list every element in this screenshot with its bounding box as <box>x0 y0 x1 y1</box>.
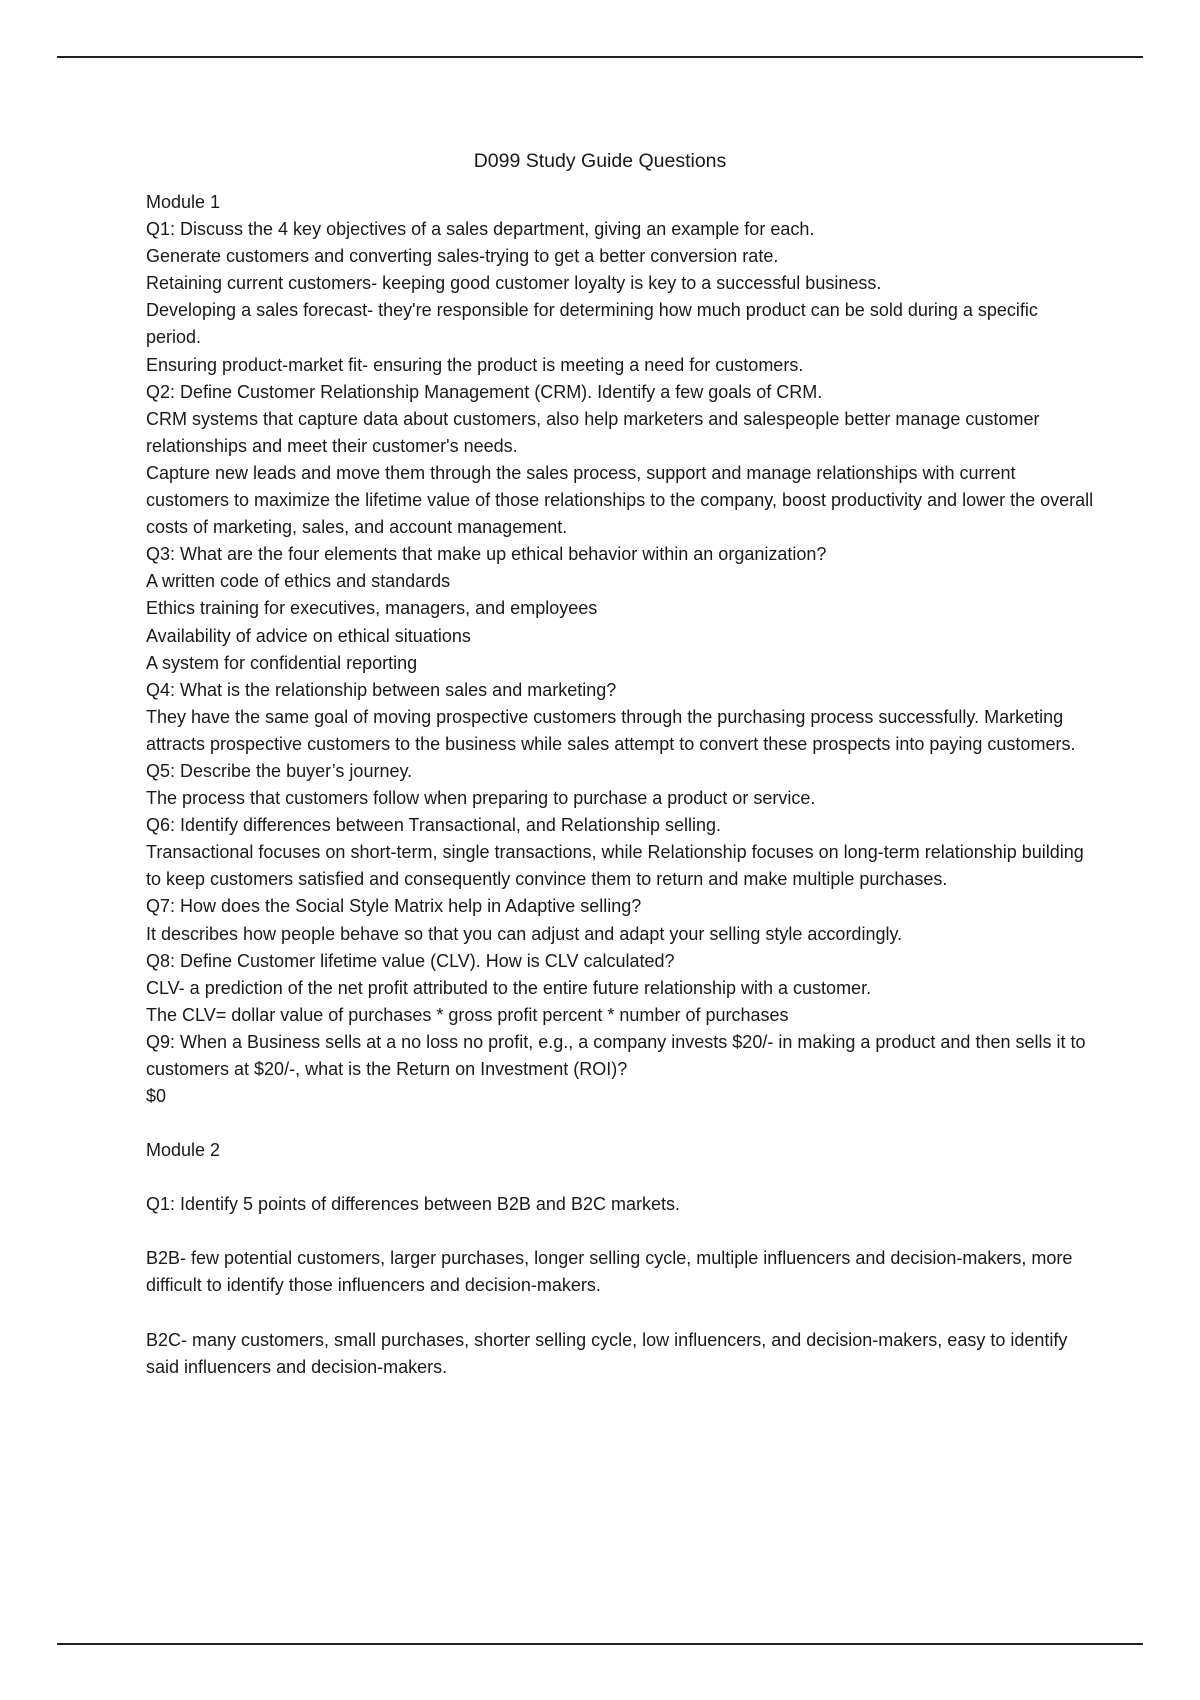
m1-q6-answer: Transactional focuses on short-term, single transactions, while Relationship focuses on long-term relationship building to keep customers satisfied and consequently convince them to return and make multiple purchases. <box>146 842 1084 890</box>
m1-q5-answer: The process that customers follow when preparing to purchase a product or service. <box>146 788 816 809</box>
m1-q2-answer-1: CRM systems that capture data about customers, also help marketers and salespeople better manage customer relationships and meet their customer's needs. <box>146 408 1040 456</box>
m1-q8-answer-2: The CLV= dollar value of purchases * gross profit percent * number of purchases <box>146 1004 789 1025</box>
m1-q8: Q8: Define Customer lifetime value (CLV). How is CLV calculated? <box>146 950 675 971</box>
m1-q3-answer-2: Ethics training for executives, managers, and employees <box>146 598 598 619</box>
m1-q4-answer: They have the same goal of moving prospective customers through the purchasing process successfully. Marketing attracts prospective customers to the business while sales attempt to convert these prospects into paying customers. <box>146 706 1076 754</box>
m1-q9: Q9: When a Business sells at a no loss no profit, e.g., a company invests $20/- in making a product and then sells it to customers at $20/-, what is the Return on Investment (ROI)? <box>146 1031 1086 1079</box>
m1-q1-answer-2: Retaining current customers- keeping good customer loyalty is key to a successful business. <box>146 273 882 294</box>
spacer <box>146 1300 1096 1327</box>
m1-q1-answer-1: Generate customers and converting sales-trying to get a better conversion rate. <box>146 246 779 267</box>
m1-q3: Q3: What are the four elements that make up ethical behavior within an organization? <box>146 544 827 565</box>
m1-q5: Q5: Describe the buyer’s journey. <box>146 760 413 781</box>
m2-q1: Q1: Identify 5 points of differences between B2B and B2C markets. <box>146 1194 680 1215</box>
spacer <box>146 1110 1096 1137</box>
m2-q1-b2c-answer: B2C- many customers, small purchases, shorter selling cycle, low influencers, and decision-makers, easy to identify said influencers and decision-makers. <box>146 1329 1068 1377</box>
spacer <box>146 1164 1096 1191</box>
m1-q4: Q4: What is the relationship between sales and marketing? <box>146 679 617 700</box>
document-title: D099 Study Guide Questions <box>473 150 727 172</box>
module-2-heading: Module 2 <box>146 1140 221 1161</box>
m1-q3-answer-1: A written code of ethics and standards <box>146 571 451 592</box>
document-body <box>146 189 1096 1381</box>
m1-q1-answer-3: Developing a sales forecast- they're responsible for determining how much product can be sold during a specific period. <box>146 300 1038 348</box>
m1-q7-answer: It describes how people behave so that you can adjust and adapt your selling style accordingly. <box>146 923 903 944</box>
m1-q1-answer-4: Ensuring product-market fit- ensuring the product is meeting a need for customers. <box>146 354 804 375</box>
spacer <box>146 1218 1096 1245</box>
m1-q3-answer-4: A system for confidential reporting <box>146 652 418 673</box>
m1-q3-answer-3: Availability of advice on ethical situations <box>146 625 471 646</box>
top-rule <box>57 56 1143 58</box>
m2-q1-b2b-answer: B2B- few potential customers, larger purchases, longer selling cycle, multiple influencers and decision-makers, more difficult to identify those influencers and decision-makers. <box>146 1248 1073 1296</box>
m1-q2: Q2: Define Customer Relationship Management (CRM). Identify a few goals of CRM. <box>146 381 823 402</box>
bottom-rule <box>57 1643 1143 1645</box>
m1-q9-answer: $0 <box>146 1086 167 1107</box>
m1-q2-answer-2: Capture new leads and move them through the sales process, support and manage relationships with current customers to maximize the lifetime value of those relationships to the company, boost productivity and lower the overall costs of marketing, sales, and account management. <box>146 462 1094 538</box>
module-1-heading: Module 1 <box>146 192 221 212</box>
m1-q6: Q6: Identify differences between Transactional, and Relationship selling. <box>146 815 722 836</box>
m1-q8-answer-1: CLV- a prediction of the net profit attributed to the entire future relationship with a customer. <box>146 977 872 998</box>
m1-q1: Q1: Discuss the 4 key objectives of a sales department, giving an example for each. <box>146 219 815 240</box>
m1-q7: Q7: How does the Social Style Matrix help in Adaptive selling? <box>146 896 642 917</box>
